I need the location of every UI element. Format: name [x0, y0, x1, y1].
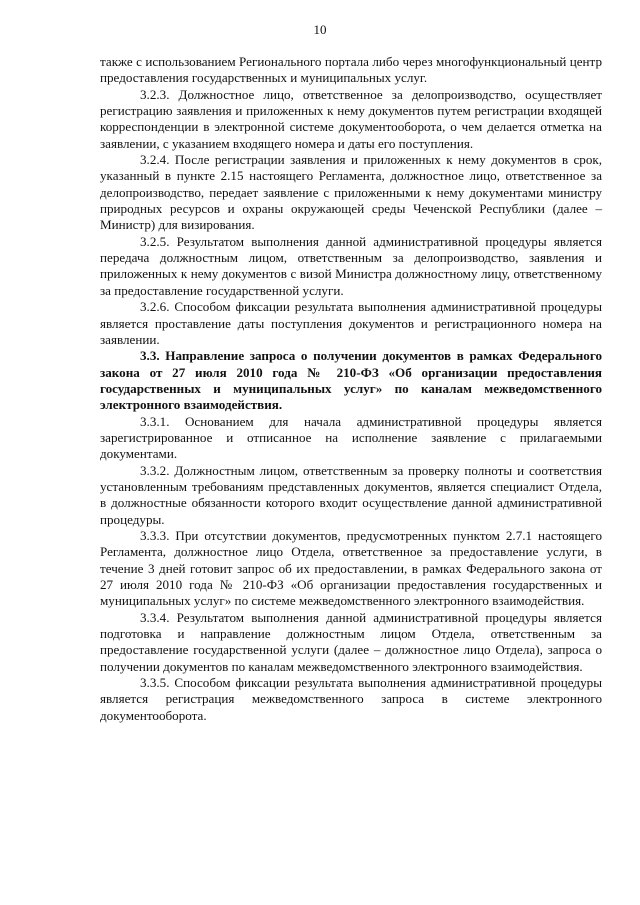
paragraph-3-2-5: 3.2.5. Результатом выполнения данной административной процедуры является передача должностным лицом, ответственным за делопроизводство, заявления и приложенных к нему документов с визой Министра должностному лицу, ответственному за предоставление государственной услуги.: [100, 233, 602, 298]
paragraph-3-3-3: 3.3.3. При отсутствии документов, предусмотренных пунктом 2.7.1 настоящего Регламента, должностное лицо Отдела, ответственное за предоставление услуги, в течение 3 дней готовит запрос об их предоставлении, в рамках Федерального закона от 27 июля 2010 года № 210-ФЗ «Об организации предоставления государственных и муниципальных услуг» по системе межведомственного электронного взаимодействия.: [100, 527, 602, 609]
paragraph-3-2-4: 3.2.4. После регистрации заявления и приложенных к нему документов в срок, указанный в пункте 2.15 настоящего Регламента, должностное лицо, ответственное за делопроизводство, передает заявление с приложенными к нему документами министру природных ресурсов и охраны окружающей среды Чеченской Республики (далее – Министр) для визирования.: [100, 152, 602, 233]
paragraph-3-3-2: 3.3.2. Должностным лицом, ответственным за проверку полноты и соответствия установленным требованиям представленных документов, является специалист Отдела, в должностные обязанности которого входит осуществление данной административной процедуры.: [100, 462, 602, 527]
paragraph-continuation: также с использованием Регионального портала либо через многофункциональный центр предоставления государственных и муниципальных услуг.: [100, 54, 602, 86]
paragraph-3-2-3: 3.2.3. Должностное лицо, ответственное за делопроизводство, осуществляет регистрацию заявления и приложенных к нему документов путем регистрации входящей корреспонденции в электронной системе документооборота, о чем делается отметка на заявлении, с указанием входящего номера и даты его поступления.: [100, 86, 602, 151]
document-body: [100, 54, 602, 724]
page-number: 10: [313, 22, 327, 37]
section-heading-3-3: 3.3. Направление запроса о получении документов в рамках Федерального закона от 27 июля 2010 года № 210-ФЗ «Об организации предоставления государственных и муниципальных услуг» по каналам межведомственного электронного взаимодействия.: [100, 348, 602, 413]
paragraph-3-2-6: 3.2.6. Способом фиксации результата выполнения административной процедуры является проставление даты поступления документов и регистрационного номера на заявлении.: [100, 299, 602, 347]
paragraph-3-3-5: 3.3.5. Способом фиксации результата выполнения административной процедуры является регистрация межведомственного запроса в системе электронного документооборота.: [100, 675, 602, 723]
paragraph-3-3-4: 3.3.4. Результатом выполнения данной административной процедуры является подготовка и направление должностным лицом Отдела, ответственным за предоставление государственной услуги (далее – должностное лицо Отдела), запроса о получении документов по каналам межведомственного электронного взаимодействия.: [100, 609, 602, 674]
paragraph-3-3-1: 3.3.1. Основанием для начала административной процедуры является зарегистрированное и отписанное на исполнение заявление с прилагаемыми документами.: [100, 413, 602, 462]
